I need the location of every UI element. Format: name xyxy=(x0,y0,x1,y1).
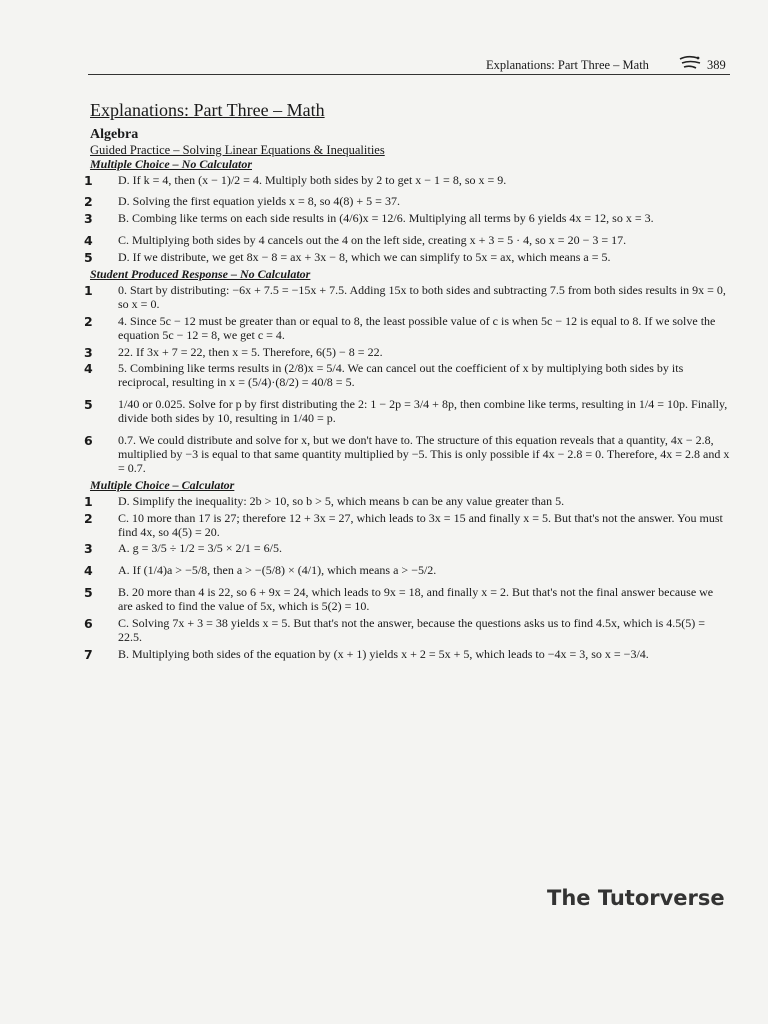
content xyxy=(84,100,730,665)
header-rule xyxy=(88,74,730,75)
answer-text: A. If (1/4)a > −5/8, then a > −(5/8) × (4/1), which means a > −5/2. xyxy=(118,563,437,578)
section-mc-calc xyxy=(84,477,730,662)
answer-item xyxy=(84,194,730,210)
answer-text: C. 10 more than 17 is 27; therefore 12 + 3x = 27, which leads to 3x = 15 and finally x = 5. But that's not the answer. You must find 4x, so 4(5) = 20. xyxy=(118,510,723,539)
answer-item xyxy=(84,541,730,557)
question-number: 7 xyxy=(84,646,93,662)
question-number: 1 xyxy=(84,493,93,509)
answer-text: D. Simplify the inequality: 2b > 10, so b > 5, which means b can be any value greater than 5. xyxy=(118,493,565,508)
question-number: 4 xyxy=(84,563,93,579)
question-number: 5 xyxy=(84,585,93,601)
answer-item xyxy=(84,493,730,509)
section-heading: Multiple Choice – No Calculator xyxy=(90,156,253,171)
answer-text: D. If we distribute, we get 8x − 8 = ax + 3x − 8, which we can simplify to 5x = ax, which means a = 5. xyxy=(118,250,611,265)
answer-item xyxy=(84,313,730,343)
running-header: Explanations: Part Three – Math xyxy=(486,58,649,72)
question-number: 1 xyxy=(84,172,93,188)
subject-heading: Algebra xyxy=(90,126,139,142)
question-number: 3 xyxy=(84,344,93,360)
question-number: 2 xyxy=(84,194,93,210)
answer-text: D. If k = 4, then (x − 1)/2 = 4. Multiply both sides by 2 to get x − 1 = 8, so x = 9. xyxy=(118,172,507,187)
section-heading: Student Produced Response – No Calculator xyxy=(90,267,311,282)
question-number: 3 xyxy=(84,211,93,227)
tutorverse-logo-icon xyxy=(678,55,702,71)
answer-text: C. Solving 7x + 3 = 38 yields x = 5. But that's not the answer, because the questions asks us to find 4.5x, which is 4.5(5) = 22.5. xyxy=(118,616,706,644)
answer-item xyxy=(84,646,730,662)
answer-text: A. g = 3/5 ÷ 1/2 = 3/5 × 2/1 = 6/5. xyxy=(118,541,282,556)
answer-item xyxy=(84,361,730,390)
answer-text: 22. If 3x + 7 = 22, then x = 5. Therefore, 6(5) − 8 = 22. xyxy=(118,344,383,359)
answer-item xyxy=(84,510,730,540)
question-number: 2 xyxy=(84,313,93,329)
question-number: 4 xyxy=(84,361,93,377)
answer-item xyxy=(84,563,730,579)
answer-text: C. Multiplying both sides by 4 cancels out the 4 on the left side, creating x + 3 = 5 · 4, so x = 20 − 3 = 17. xyxy=(118,233,627,248)
answer-text: 5. Combining like terms results in (2/8)x = 5/4. We can cancel out the coefficient of x by multiplying both sides by its reciprocal, resulting in x = (5/4)·(8/2) = 40/8 = 5. xyxy=(118,361,684,390)
answer-text: 0.7. We could distribute and solve for x, but we don't have to. The structure of this equation reveals that a quantity, 4x − 2.8, multiplied by −3 is equal to that same quantity multiplied by −5. This is only possible if 4x − 2.8 = 0. Therefore, 4x = 2.8 and x = 0.7. xyxy=(118,433,730,475)
answer-item xyxy=(84,397,730,426)
answer-item xyxy=(84,211,730,227)
section-mc-no-calc xyxy=(84,156,730,266)
answer-item xyxy=(84,433,730,476)
answer-text: B. 20 more than 4 is 22, so 6 + 9x = 24, which leads to 9x = 18, and finally x = 2. But that's not the final answer because we are asked to find the value of 5x, which is 5(2) = 10. xyxy=(118,585,714,614)
page-number: 389 xyxy=(707,58,726,72)
question-number: 6 xyxy=(84,433,93,449)
answer-text: 0. Start by distributing: −6x + 7.5 = −15x + 7.5. Adding 15x to both sides and subtracting 7.5 from both sides results in 9x = 0, so x = 0. xyxy=(118,282,726,311)
answer-item xyxy=(84,172,730,188)
answer-text: 4. Since 5c − 12 must be greater than or equal to 8, the least possible value of c is when 5c − 12 is equal to 8. If we solve the equation 5c − 12 = 8, we get c = 4. xyxy=(118,313,716,342)
answer-item xyxy=(84,344,730,360)
brand-wordmark: The Tutorverse xyxy=(547,886,725,910)
topic-heading: Guided Practice – Solving Linear Equations & Inequalities xyxy=(90,143,385,158)
question-number: 1 xyxy=(84,282,93,298)
question-number: 5 xyxy=(84,397,93,413)
answer-text: B. Combing like terms on each side results in (4/6)x = 12/6. Multiplying all terms by 6 yields 4x = 12, so x = 3. xyxy=(118,211,654,226)
question-number: 5 xyxy=(84,250,93,266)
answer-item xyxy=(84,585,730,614)
answer-text: B. Multiplying both sides of the equation by (x + 1) yields x + 2 = 5x + 5, which leads to −4x = 3, so x = −3/4. xyxy=(118,646,649,661)
answer-item xyxy=(84,233,730,249)
answer-text: D. Solving the first equation yields x = 8, so 4(8) + 5 = 37. xyxy=(118,194,400,209)
answer-text: 1/40 or 0.025. Solve for p by first distributing the 2: 1 − 2p = 3/4 + 8p, then combine like terms, resulting in 1/4 = 10p. Finally, divide both sides by 10, resulting in 1/40 = p. xyxy=(118,397,728,426)
answer-item xyxy=(84,282,730,312)
answer-item xyxy=(84,250,730,266)
page-title: Explanations: Part Three – Math xyxy=(90,100,325,120)
section-spr-no-calc xyxy=(84,267,730,476)
question-number: 2 xyxy=(84,510,93,526)
question-number: 3 xyxy=(84,541,93,557)
question-number: 6 xyxy=(84,616,93,632)
section-heading: Multiple Choice – Calculator xyxy=(90,477,235,492)
answer-item xyxy=(84,616,730,645)
question-number: 4 xyxy=(84,233,93,249)
